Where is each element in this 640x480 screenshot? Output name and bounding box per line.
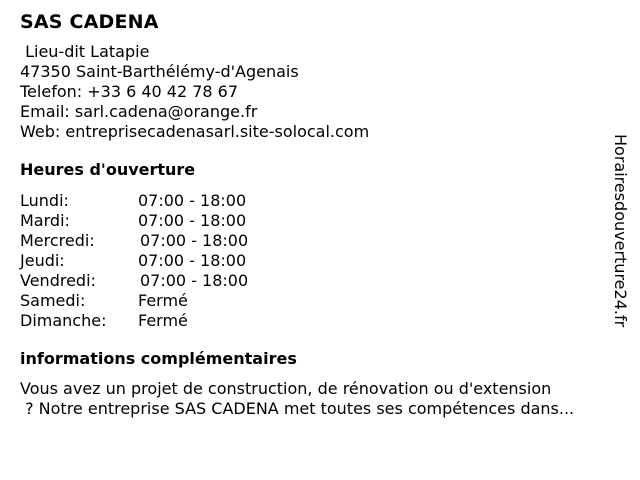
brand-watermark-text: Horairesdouverture24.fr (611, 134, 630, 328)
hours-row-jeudi (20, 251, 620, 271)
opening-hours-table (20, 191, 620, 331)
hours-value: 07:00 - 18:00 (138, 191, 247, 210)
hours-row-mardi (20, 211, 620, 231)
hours-value: 07:00 - 18:00 (140, 271, 249, 290)
company-name: SAS CADENA (20, 11, 159, 33)
additional-info-line-1: Vous avez un projet de construction, de rénovation ou d'extension (20, 379, 552, 398)
web-line: Web: entreprisecadenasarl.site-solocal.com (20, 122, 370, 141)
day-label: Mardi: (20, 211, 70, 230)
additional-info-line-2: ? Notre entreprise SAS CADENA met toutes ses compétences dans... (20, 399, 575, 418)
hours-value: 07:00 - 18:00 (140, 231, 249, 250)
hours-row-samedi (20, 291, 620, 311)
additional-info-heading: informations complémentaires (20, 349, 297, 368)
day-label: Samedi: (20, 291, 86, 310)
city-address: 47350 Saint-Barthélémy-d'Agenais (20, 62, 299, 81)
day-label: Jeudi: (20, 251, 65, 270)
hours-value: 07:00 - 18:00 (138, 211, 247, 230)
email-line: Email: sarl.cadena@orange.fr (20, 102, 258, 121)
day-label: Mercredi: (20, 231, 95, 250)
day-label: Dimanche: (20, 311, 107, 330)
contact-block (20, 42, 620, 142)
hours-row-dimanche (20, 311, 620, 331)
hours-row-vendredi (20, 271, 620, 291)
hours-row-lundi (20, 191, 620, 211)
day-label: Lundi: (20, 191, 69, 210)
opening-hours-heading: Heures d'ouverture (20, 160, 196, 179)
phone-line: Telefon: +33 6 40 42 78 67 (20, 82, 239, 101)
street-address: Lieu-dit Latapie (20, 42, 150, 61)
hours-row-mercredi (20, 231, 620, 251)
hours-value: Fermé (138, 311, 188, 330)
business-card (20, 10, 620, 419)
hours-value: Fermé (138, 291, 188, 310)
day-label: Vendredi: (20, 271, 96, 290)
hours-value: 07:00 - 18:00 (138, 251, 247, 270)
